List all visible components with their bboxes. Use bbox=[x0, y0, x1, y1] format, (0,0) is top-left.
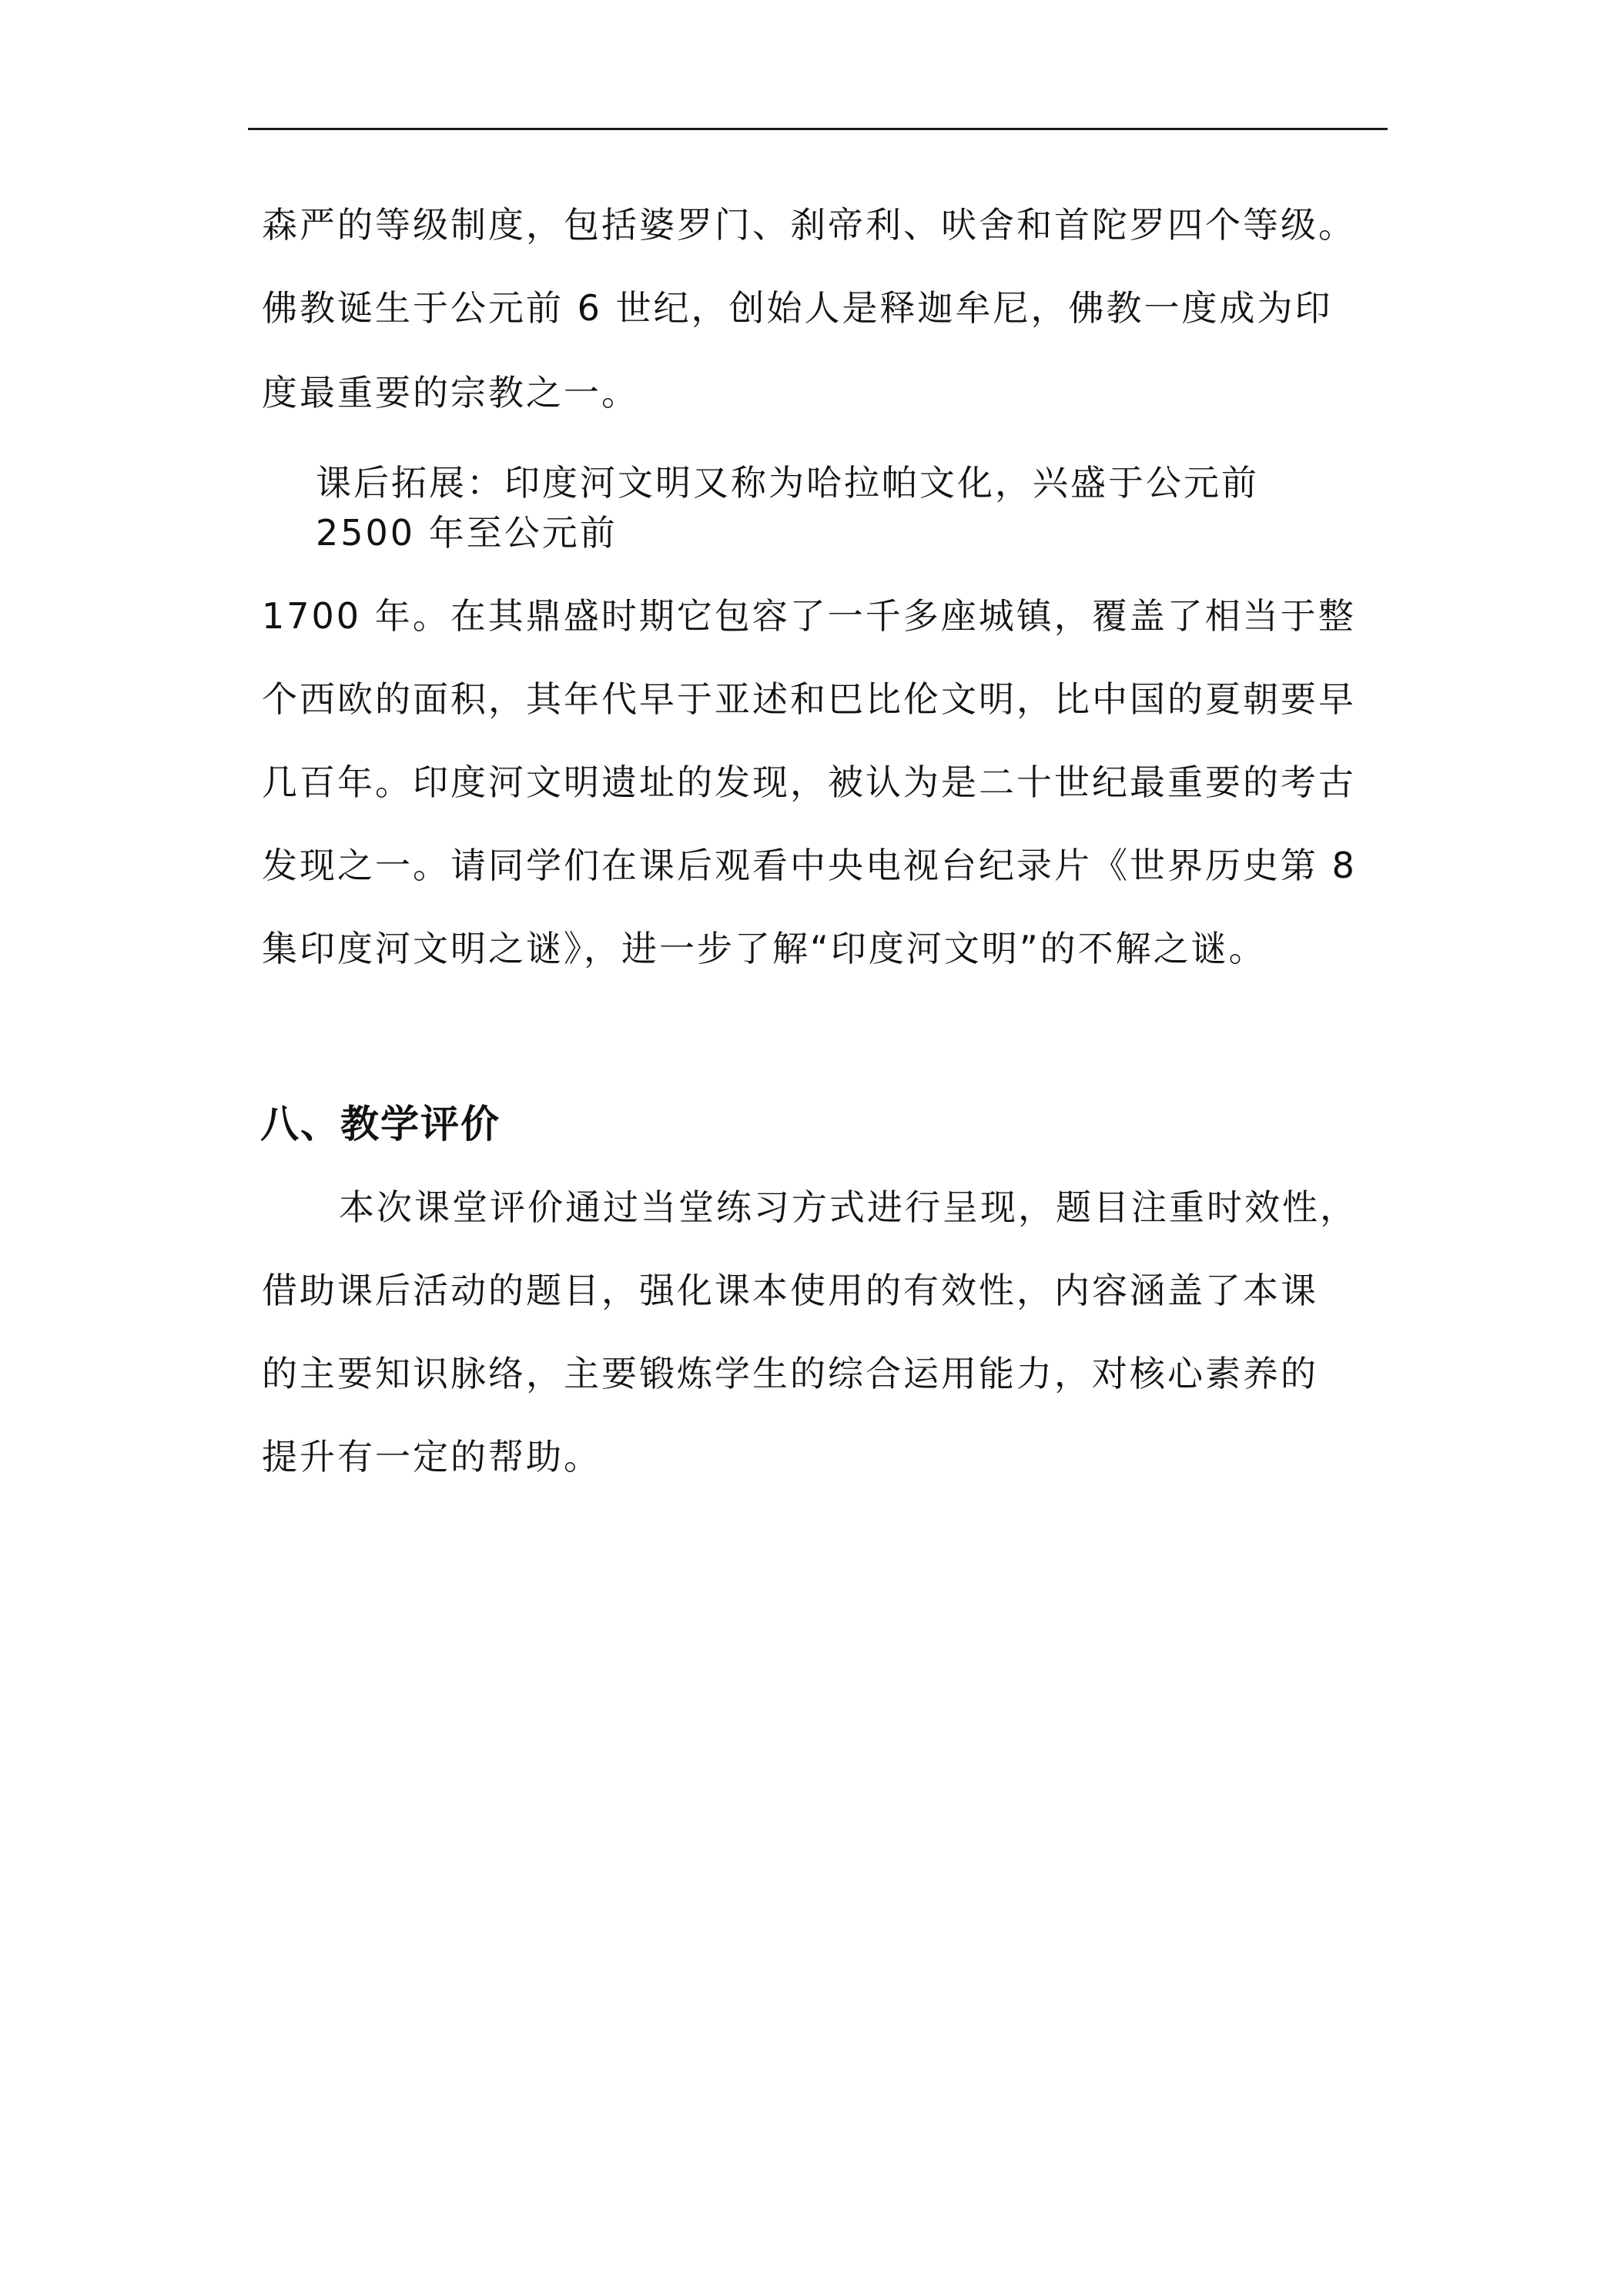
text-line: 课后拓展：印度河文明又称为哈拉帕文化，兴盛于公元前 bbox=[316, 462, 1259, 504]
header-rule bbox=[248, 128, 1388, 130]
text-line: 本次课堂评价通过当堂练习方式进行呈现，题目注重时效性， bbox=[339, 1186, 1358, 1228]
text-line: 借助课后活动的题目，强化课本使用的有效性，内容涵盖了本课 bbox=[262, 1270, 1318, 1311]
text-line: 2500 年至公元前 bbox=[316, 512, 618, 554]
text-line: 的主要知识脉络，主要锻炼学生的综合运用能力，对核心素养的 bbox=[262, 1353, 1318, 1394]
text-line: 个西欧的面积，其年代早于亚述和巴比伦文明，比中国的夏朝要早 bbox=[262, 678, 1356, 720]
text-line: 佛教诞生于公元前 6 世纪，创始人是释迦牟尼，佛教一度成为印 bbox=[262, 287, 1333, 329]
text-line: 森严的等级制度，包括婆罗门、刹帝利、吠舍和首陀罗四个等级。 bbox=[262, 204, 1356, 246]
text-line: 1700 年。在其鼎盛时期它包容了一千多座城镇，覆盖了相当于整 bbox=[262, 595, 1356, 637]
text-line: 发现之一。请同学们在课后观看中央电视台纪录片《世界历史第 8 bbox=[262, 845, 1357, 886]
text-line: 度最重要的宗教之一。 bbox=[262, 372, 639, 413]
text-line: 集印度河文明之谜》，进一步了解“印度河文明”的不解之谜。 bbox=[262, 928, 1267, 969]
text-line: 几百年。印度河文明遗址的发现，被认为是二十世纪最重要的考古 bbox=[262, 761, 1356, 803]
text-line: 提升有一定的帮助。 bbox=[262, 1436, 601, 1478]
section-heading: 八、教学评价 bbox=[260, 1102, 501, 1146]
